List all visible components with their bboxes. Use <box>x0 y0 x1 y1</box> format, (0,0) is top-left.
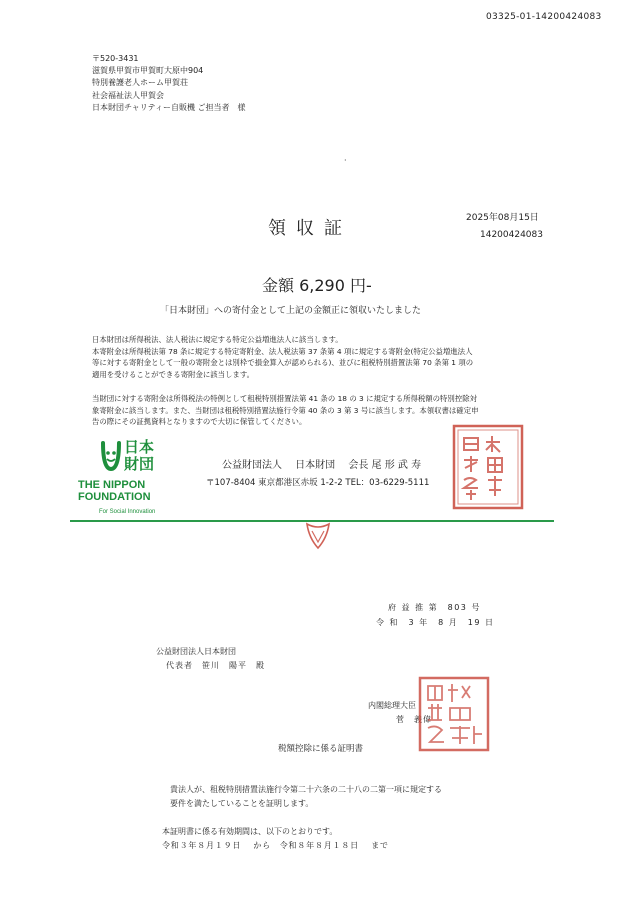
paragraph-line: 当財団に対する寄附金は所得税法の特例として租税特別措置法第 41 条の 18 の 3 に規定する所得税額の特別控除対 <box>92 394 477 403</box>
document-id: 03325-01-14200424083 <box>486 12 602 22</box>
paragraph-line: 象寄附金に該当します。また、当財団は租税特別措置法施行令第 40 条の 3 第 3 号に該当します。本領収書は確定申 <box>92 405 479 415</box>
certificate-number: 府 益 推 第 803 号 <box>388 603 481 612</box>
nippon-foundation-logo <box>78 439 188 519</box>
certificate-title: 税額控除に係る証明書 <box>278 744 364 754</box>
recipient-address: 滋賀県甲賀市甲賀町大原中904 <box>92 66 204 76</box>
recipient-address-block <box>92 53 246 114</box>
certificate-issuer-name: 菅 義偉 <box>396 715 432 724</box>
smile-logo-icon <box>100 439 122 475</box>
receipt-amount: 金額 6,290 円- <box>262 276 372 295</box>
receipt-title: 領収証 <box>268 218 352 239</box>
paragraph-line: 日本財団は所得税法、法人税法に規定する特定公益増進法人に該当します。 <box>92 335 343 344</box>
certificate-validity-label: 本証明書に係る有効期間は、以下のとおりです。 <box>162 827 338 836</box>
logo-jp-line1: 日本 <box>124 438 155 456</box>
recipient-attention: 日本財団チャリティー自販機 ご担当者 様 <box>92 102 246 112</box>
paragraph-line: 本寄附金は所得税法第 78 条に規定する特定寄附金、法人税法第 37 条第 4 項に規定する寄附金(特定公益増進法人 <box>92 346 473 356</box>
ornament-stamp-icon <box>305 522 331 550</box>
logo-japanese-text <box>124 439 154 473</box>
recipient-facility: 特別養護老人ホーム甲賀荘 <box>92 78 188 88</box>
certificate-to-org: 公益財団法人日本財団 <box>156 647 236 656</box>
certificate-body-line: 要件を満たしていることを証明します。 <box>170 799 314 808</box>
foundation-address-line: 〒107-8404 東京都港区赤坂 1-2-2 TEL：03-6229-5111 <box>206 478 430 488</box>
logo-tagline: For Social Innovation <box>99 509 156 515</box>
paragraph-line: 等に対する寄附金として一般の寄附金とは別枠で損金算入が認められる)、並びに租税特別措置法第 70 条第 1 項の <box>92 358 474 368</box>
certificate-body <box>170 783 442 811</box>
receipt-number: 14200424083 <box>480 230 543 240</box>
foundation-seal-stamp <box>452 424 524 510</box>
paragraph-line: 適用を受けることができる寄附金に該当します。 <box>92 369 255 379</box>
logo-en-line1: THE NIPPON <box>78 479 146 491</box>
recipient-corporation: 社会福祉法人甲賀会 <box>92 90 164 100</box>
prime-minister-seal-stamp <box>418 676 490 752</box>
certificate-date: 令 和 3 年 8 月 19 日 <box>376 618 495 627</box>
mark-dot: · <box>344 156 347 165</box>
logo-en-line2: FOUNDATION <box>78 491 151 503</box>
recipient-postal: 〒520-3431 <box>92 54 139 63</box>
certificate-body-line: 貴法人が、租税特別措置法施行令第二十六条の二十八の二第一項に規定する <box>170 785 442 794</box>
certificate-issuer-title: 内閣総理大臣 <box>368 701 416 710</box>
receipt-thanks: 「日本財団」への寄付金として上記の金額正に領収いたしました <box>160 306 422 316</box>
tax-paragraph-2 <box>92 393 552 428</box>
certificate-to-rep: 代表者 笹川 陽平 殿 <box>166 661 265 670</box>
receipt-date: 2025年08月15日 <box>466 213 539 223</box>
logo-english-text <box>78 479 151 503</box>
paragraph-line: 告の際にその証拠資料となりますので大切に保管してください。 <box>92 417 307 427</box>
logo-jp-line2: 財団 <box>124 455 155 473</box>
certificate-validity-range: 令和３年８月１９日 から 令和８年８月１８日 まで <box>162 841 389 850</box>
foundation-name-line: 公益財団法人 日本財団 会長 尾 形 武 寿 <box>222 460 422 471</box>
tax-paragraph-1 <box>92 334 552 380</box>
